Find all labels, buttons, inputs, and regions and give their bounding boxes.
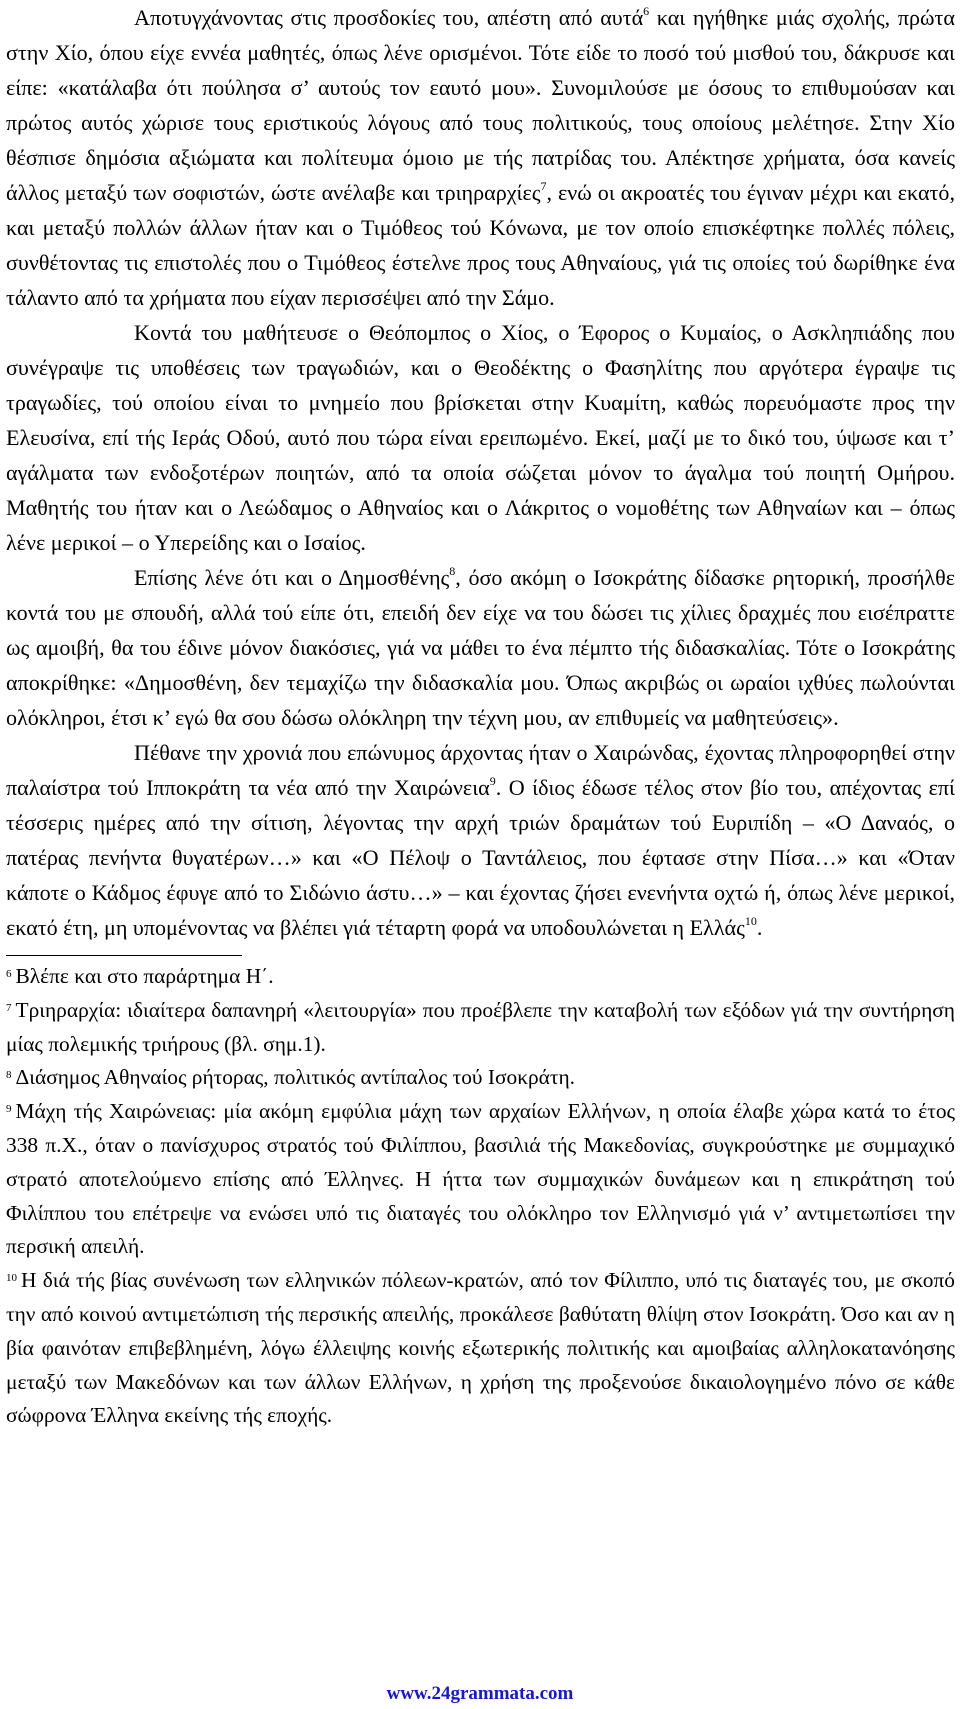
main-text bbox=[6, 0, 955, 945]
footnote-text: Η διά τής βίας συνένωση των ελληνικών πόλεων-κρατών, από τον Φίλιππο, υπό τις διαταγές του, με σκοπό την από κοινού αντιμετώπιση τής περσικής απειλής, προκάλεσε βαθύτατη θλίψη στον Ισοκράτη. Όσο και αν η βία φαινόταν επιβεβλημένη, λόγω έλλειψης κοινής εξωτερικής πολιτικής και αμοιβαίας αλληλοκατανόησης μεταξύ των Μακεδόνων και των άλλων Ελλήνων, η χρήση της προξενούσε δικαιολογημένο πόνο σε κάθε σώφρονα Έλληνα εκείνης τής εποχής. bbox=[6, 1268, 955, 1428]
footnote-text: Διάσημος Αθηναίος ρήτορας, πολιτικός αντίπαλος τού Ισοκράτη. bbox=[15, 1065, 575, 1090]
footnote-number: 6 bbox=[6, 968, 12, 980]
paragraph-text: . bbox=[756, 915, 763, 940]
footnote bbox=[6, 1061, 955, 1095]
footnote-ref[interactable]: 9 bbox=[489, 774, 496, 788]
footnote-number: 7 bbox=[6, 1001, 12, 1014]
footnote bbox=[6, 1264, 955, 1433]
paragraph-text: , ενώ οι ακροατές του έγιναν μέχρι και εκατό, και μεταξύ πολλών άλλων ήταν και ο Τιμόθεος τού Κόνωνα, με τον οποίο επισκέφτηκε πολλές πόλεις, συνθέτοντας τις επιστολές που ο Τιμόθεος έστελνε προς τους Αθηναίους, γιά τις οποίες τού δωρίθηκε ένα τάλαντο από τα χρήματα που είχαν περισσέψει από την Σάμο. bbox=[6, 180, 955, 310]
document-page bbox=[6, 0, 955, 1433]
footnote-ref[interactable]: 10 bbox=[744, 914, 757, 928]
paragraph-text: Αποτυγχάνοντας στις προσδοκίες του, απέστη από αυτά bbox=[134, 5, 644, 30]
paragraph bbox=[6, 315, 955, 560]
footnotes bbox=[6, 960, 955, 1433]
footnote-ref[interactable]: 6 bbox=[643, 4, 650, 18]
paragraph-text: . Ο ίδιος έδωσε τέλος στον βίο του, απέχοντας επί τέσσερις ημέρες από την σίτιση, λέγοντας την αρχή τριών δραμάτων τού Ευριπίδη – «Ο Δαναός, ο πατέρας πενήντα θυγατέρων…» και «Ο Πέλοψ ο Ταντάλειος, που έφτασε στην Πίσα…» και «Όταν κάποτε ο Κάδμος έφυγε από το Σιδώνιο άστυ…» – και έχοντας ζήσει ενενήντα οχτώ ή, όπως λένε μερικοί, εκατό έτη, μη υπομένοντας να βλέπει γιά τέταρτη φορά να υποδουλώνεται η Ελλάς bbox=[6, 775, 955, 940]
footer-website-link[interactable]: www.24grammata.com bbox=[386, 1683, 574, 1704]
paragraph-text: , όσο ακόμη ο Ισοκράτης δίδασκε ρητορική, προσήλθε κοντά του με σπουδή, αλλά τού είπε ότι, επειδή δεν είχε να του δώσει τις χίλιες δραχμές που εισέπραττε ως αμοιβή, θα του έδινε μόνον διακόσιες, γιά να μάθει το ένα πέμπτο τής διδασκαλίας. Τότε ο Ισοκράτης αποκρίθηκε: «Δημοσθένη, δεν τεμαχίζω την διδασκαλία μου. Όπως ακριβώς οι ωραίοι ιχθύες πωλούνται ολόκληροι, έτσι κ’ εγώ θα σου δώσω ολόκληρη την τέχνη μου, αν επιθυμείς να μαθητεύσεις». bbox=[6, 565, 955, 730]
footnote bbox=[6, 994, 955, 1062]
paragraph-text: Επίσης λένε ότι και ο Δημοσθένης bbox=[134, 565, 450, 590]
paragraph bbox=[6, 0, 955, 315]
paragraph-text: Πέθανε την χρονιά που επώνυμος άρχοντας ήταν ο Χαιρώνδας, έχοντας πληροφορηθεί στην παλαίστρα τού Ιπποκράτη τα νέα από την Χαιρώνεια bbox=[6, 740, 955, 800]
paragraph bbox=[6, 735, 955, 945]
footnote-number: 10 bbox=[6, 1272, 17, 1285]
footnote bbox=[6, 1095, 955, 1264]
footnote-ref[interactable]: 8 bbox=[449, 564, 456, 578]
footnote-separator bbox=[6, 955, 242, 956]
paragraph-text: Κοντά του μαθήτευσε ο Θεόπομπος ο Χίος, ο Έφορος ο Κυμαίος, ο Ασκληπιάδης που συνέγραψε τις υποθέσεις των τραγωδιών, και ο Θεοδέκτης ο Φασηλίτης που αργότερα έγραψε τις τραγωδίες, τού οποίου είναι το μνημείο που βρίσκεται στην Κυαμίτη, καθώς πορευόμαστε προς την Ελευσίνα, επί τής Ιεράς Οδού, αυτό που τώρα είναι ερειπωμένο. Εκεί, μαζί με το δικό του, ύψωσε και τ’ αγάλματα των ενδοξοτέρων ποιητών, από τα οποία σώζεται μόνον το άγαλμα τού ποιητή Ομήρου. Μαθητής του ήταν και ο Λεώδαμος ο Αθηναίος και ο Λάκριτος ο νομοθέτης των Αθηναίων και – όπως λένε μερικοί – ο Υπερείδης και ο Ισαίος. bbox=[6, 320, 955, 555]
footnote-number: 9 bbox=[6, 1103, 12, 1116]
paragraph bbox=[6, 560, 955, 735]
footnote-number: 8 bbox=[6, 1069, 12, 1082]
footnote-text: Μάχη τής Χαιρώνειας: μία ακόμη εμφύλια μάχη των αρχαίων Ελλήνων, η οποία έλαβε χώρα κατά το έτος 338 π.Χ., όταν ο πανίσχυρος στρατός τού Φιλίππου, βασιλιά τής Μακεδονίας, συγκρούστηκε με συμμαχικό στρατό αποτελούμενο επίσης από Έλληνες. Η ήττα των συμμαχικών δυνάμεων και η επικράτηση τού Φιλίππου του επέτρεψε να ενώσει υπό τις διαταγές του ολόκληρο τον Ελληνισμό γιά ν’ αντιμετωπίσει την περσική απειλή. bbox=[6, 1099, 955, 1259]
footnote-text: Βλέπε και στο παράρτημα Η΄. bbox=[15, 964, 274, 988]
footnote bbox=[6, 960, 955, 994]
paragraph-text: και ηγήθηκε μιάς σχολής, πρώτα στην Χίο, όπου είχε εννέα μαθητές, όπως λένε ορισμένοι. Τότε είδε το ποσό τού μισθού του, δάκρυσε και είπε: «κατάλαβα ότι πούλησα σ’ αυτούς τον εαυτό μου». Συνομιλούσε με όσους το επιθυμούσαν και πρώτος αυτός χώρισε τους εριστικούς λόγους από τους πολιτικούς, τους οποίους μελέτησε. Στην Χίο θέσπισε δημόσια αξιώματα και πολίτευμα όμοιο με τής πατρίδας του. Απέκτησε χρήματα, όσα κανείς άλλος μεταξύ των σοφιστών, ώστε ανέλαβε και τριηραρχίες bbox=[6, 5, 955, 205]
footnote-ref[interactable]: 7 bbox=[540, 179, 547, 193]
footnote-text: Τριηραρχία: ιδιαίτερα δαπανηρή «λειτουργία» που προέβλεπε την καταβολή των εξόδων γιά την συντήρηση μίας πολεμικής τριήρους (βλ. σημ.1). bbox=[6, 997, 955, 1056]
